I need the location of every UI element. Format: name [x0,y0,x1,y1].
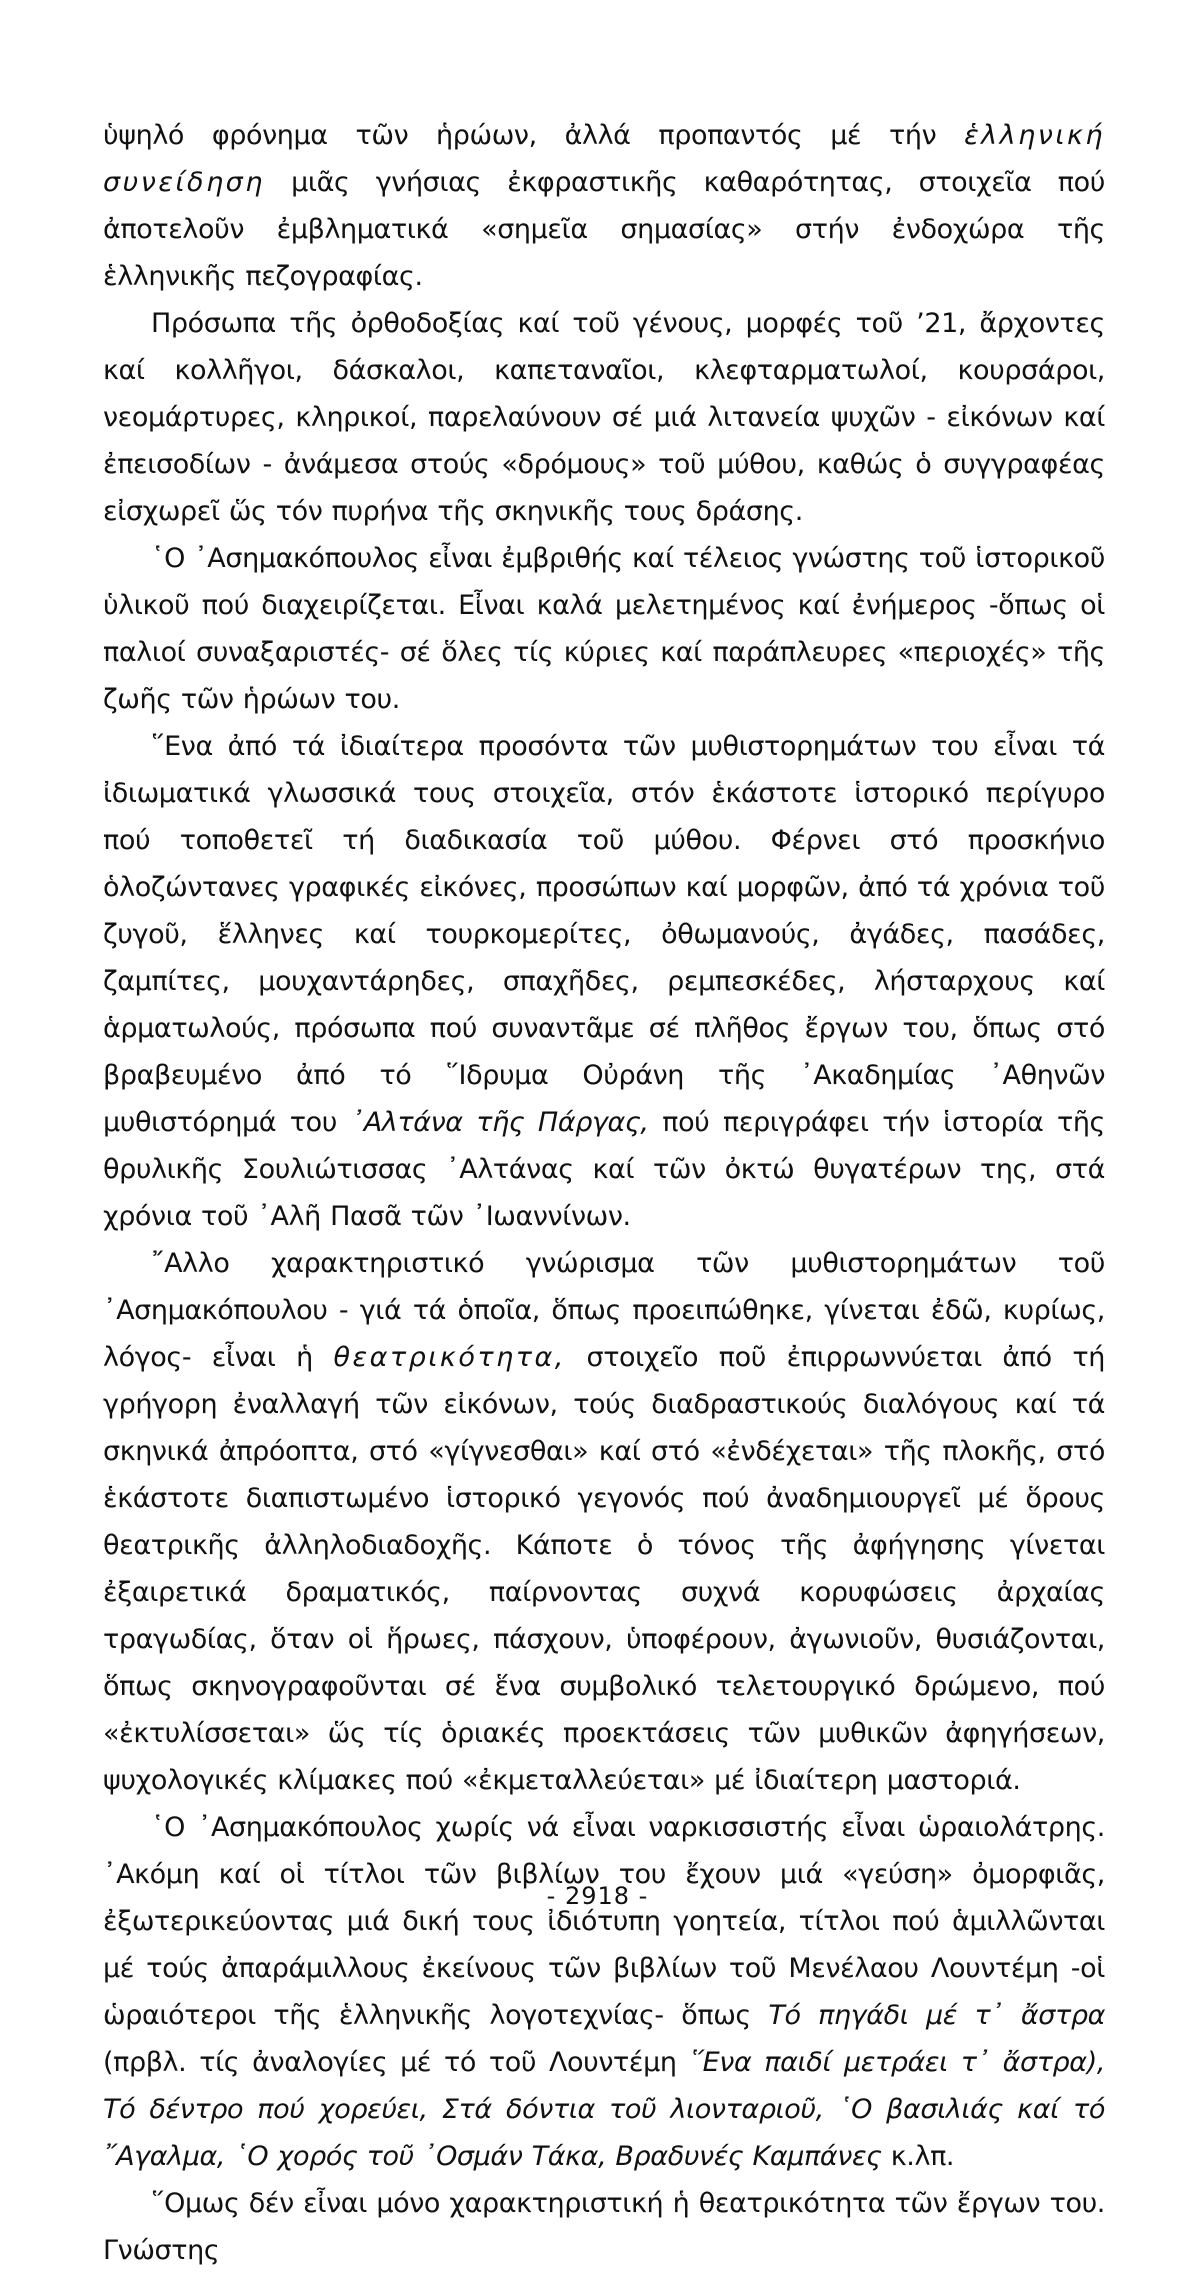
text-run: ῞Ενα ἀπό τά ἰδιαίτερα προσόντα τῶν μυθιστορημάτων του εἶναι τά ἰδιωματικά γλωσσικά τους στοιχεῖα, στόν ἑκάστοτε ἱστορικό περίγυρο πού τοποθετεῖ τή διαδικασία τοῦ μύθου. Φέρνει στό προσκήνιο ὁλοζώντανες γραφικές εἰκόνες, προσώπων καί μορφῶν, ἀπό τά χρόνια τοῦ ζυγοῦ, ἕλληνες καί τουρκομερίτες, ὀθωμανούς, ἀγάδες, πασάδες, ζαμπίτες, μουχαντάρηδες, σπαχῆδες, ρεμπεσκέδες, λήσταρχους καί ἁρματωλούς, πρόσωπα πού συναντᾶμε σέ πλῆθος ἔργων του, ὅπως στό βραβευμένο ἀπό τό ῞Ιδρυμα Οὐράνη τῆς ᾿Ακαδημίας ᾿Αθηνῶν μυθιστόρημά του [103,731,1105,1138]
italic-title: Τό πηγάδι μέ τ᾿ ἄστρα [768,2000,1105,2031]
page-number: - 2918 - [546,1882,649,1910]
text-run: ῎Αλλο χαρακτηριστικό γνώρισμα τῶν μυθιστορημάτων τοῦ ᾿Ασημακόπουλου - γιά τά ὁποῖα, ὅπως προειπώθηκε, γίνεται ἐδῶ, κυρίως, λόγος- εἶναι ἡ [103,1248,1105,1373]
paragraph [103,1804,1105,2180]
italic-title: ῞Ενα παιδί μετράει τ᾿ ἄστρα), Τό δέντρο πού χορεύει, Στά δόντια τοῦ λιονταριοῦ, ῾Ο βασιλιάς καί τό ῎Αγαλμα, ῾Ο χορός τοῦ ᾿Οσμάν Τάκα, Βραδυνές Καμπάνες [103,2047,1106,2172]
italic-title: ᾿Αλτάνα τῆς Πάργας, [350,1107,649,1138]
paragraph [103,2180,1105,2274]
text-run: Πρόσωπα τῆς ὀρθοδοξίας καί τοῦ γένους, μορφές τοῦ ’21, ἄρχοντες καί κολλῆγοι, δάσκαλοι, καπεταναῖοι, κλεφταρματωλοί, κουρσάροι, νεομάρτυρες, κληρικοί, παρελαύνουν σέ μιά λιτανεία ψυχῶν - εἰκόνων καί ἐπεισοδίων - ἀνάμεσα στούς «δρόμους» τοῦ μύθου, καθώς ὁ συγγραφέας εἰσχωρεῖ ὥς τόν πυρήνα τῆς σκηνικῆς τους δράσης. [103,308,1105,527]
text-run: (πρβλ. τίς ἀναλογίες μέ τό τοῦ Λουντέμη [103,2047,690,2078]
text-run: ῾Ο ᾿Ασημακόπουλος χωρίς νά εἶναι ναρκισσιστής εἶναι ὡραιολάτρης. ᾿Ακόμη καί οἱ τίτλοι τῶν βιβλίων του ἔχουν μιά «γεύση» ὀμορφιᾶς, ἐξωτερικεύοντας μιά δική τους ἰδιότυπη γοητεία, τίτλοι πού ἁμιλλῶνται μέ τούς ἀπαράμιλλους ἐκείνους τῶν βιβλίων τοῦ Μενέλαου Λουντέμη -οἱ ὡραιότεροι τῆς ἑλληνικῆς λογοτεχνίας- ὅπως [103,1812,1105,2031]
paragraph [103,300,1105,535]
paragraph [103,723,1105,1240]
paragraph [103,112,1105,300]
text-run: κ.λπ. [881,2141,955,2172]
text-run: ὑψηλό φρόνημα τῶν ἡρώων, ἀλλά προπαντός μέ τήν [103,120,965,151]
paragraph [103,535,1105,723]
text-run: ῾Ο ᾿Ασημακόπουλος εἶναι ἐμβριθής καί τέλειος γνώστης τοῦ ἱστορικοῦ ὑλικοῦ πού διαχειρίζεται. Εἶναι καλά μελετημένος καί ἐνήμερος -ὅπως οἱ παλιοί συναξαριστές- σέ ὅλες τίς κύριες καί παράπλευρες «περιοχές» τῆς ζωῆς τῶν ἡρώων του. [103,543,1105,715]
text-run: πού περιγράφει τήν ἱστορία τῆς θρυλικῆς Σουλιώτισσας ᾿Αλτάνας καί τῶν ὀκτώ θυγατέρων της, στά χρόνια τοῦ ᾿Αλῆ Πασᾶ τῶν ᾿Ιωαννίνων. [103,1107,1106,1232]
paragraph [103,1240,1105,1804]
text-run: ῞Ομως δέν εἶναι μόνο χαρακτηριστική ἡ θεατρικότητα τῶν ἔργων του. Γνώστης [103,2188,1105,2266]
body-text [103,112,1105,2274]
text-run: μιᾶς γνήσιας ἐκφραστικῆς καθαρότητας, στοιχεῖα πού ἀποτελοῦν ἐμβληματικά «σημεῖα σημασίας» στήν ἐνδοχώρα τῆς ἑλληνικῆς πεζογραφίας. [103,167,1105,292]
text-run: στοιχεῖο ποῦ ἐπιρρωννύεται ἀπό τή γρήγορη ἐναλλαγή τῶν εἰκόνων, τούς διαδραστικούς διαλόγους καί τά σκηνικά ἀπρόοπτα, στό «γίγνεσθαι» καί στό «ἐνδέχεται» τῆς πλοκῆς, στό ἑκάστοτε διαπιστωμένο ἱστορικό γεγονός πού ἀναδημιουργεῖ μέ ὅρους θεατρικῆς ἀλληλοδιαδοχῆς. Κάποτε ὁ τόνος τῆς ἀφήγησης γίνεται ἐξαιρετικά δραματικός, παίρνοντας συχνά κορυφώσεις ἀρχαίας τραγωδίας, ὅταν οἱ ἥρωες, πάσχουν, ὑποφέρουν, ἀγωνιοῦν, θυσιάζονται, ὅπως σκηνογραφοῦνται σέ ἕνα συμβολικό τελετουργικό δρώμενο, πού «ἐκτυλίσσεται» ὥς τίς ὁριακές προεκτάσεις τῶν μυθικῶν ἀφηγήσεων, ψυχολογικές κλίμακες πού «ἐκμεταλλεύεται» μέ ἰδιαίτερη μαστοριά. [103,1342,1105,1796]
spaced-emphasis: ἑλληνική συνείδηση [103,120,1105,198]
spaced-emphasis: θεατρικότητα, [333,1342,566,1373]
